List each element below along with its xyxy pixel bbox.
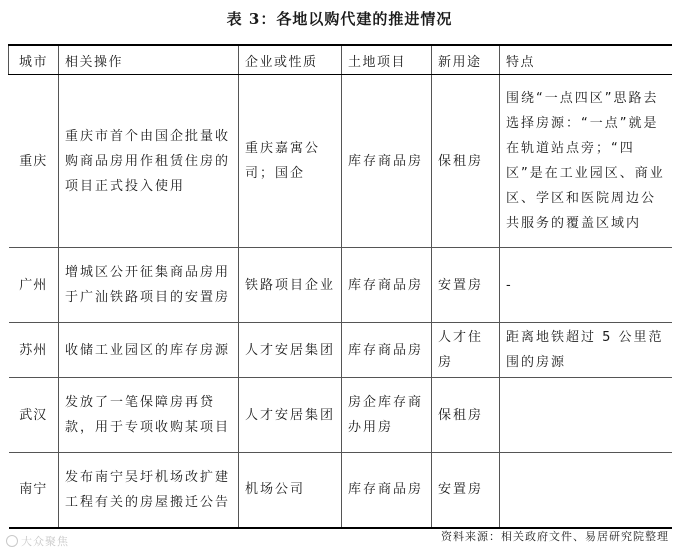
header-operation: 相关操作 xyxy=(59,45,239,75)
cell-new-use: 保租房 xyxy=(432,75,500,248)
header-enterprise: 企业或性质 xyxy=(239,45,342,75)
cell-new-use: 安置房 xyxy=(432,453,500,528)
table-row xyxy=(9,453,672,528)
header-new-use: 新用途 xyxy=(432,45,500,75)
header-land-project: 土地项目 xyxy=(342,45,432,75)
cell-enterprise: 铁路项目企业 xyxy=(239,248,342,323)
cell-features: 距离地铁超过 5 公里范围的房源 xyxy=(500,323,672,378)
cell-operation: 发布南宁吴圩机场改扩建工程有关的房屋搬迁公告 xyxy=(59,453,239,528)
cell-land-project: 库存商品房 xyxy=(342,453,432,528)
source-note: 资料来源：相关政府文件、易居研究院整理 xyxy=(441,530,669,543)
cell-enterprise: 机场公司 xyxy=(239,453,342,528)
cell-enterprise: 人才安居集团 xyxy=(239,378,342,453)
cell-new-use: 安置房 xyxy=(432,248,500,323)
cell-features xyxy=(500,453,672,528)
watermark-logo-icon xyxy=(6,535,18,547)
cell-land-project: 房企库存商办用房 xyxy=(342,378,432,453)
cell-city: 广州 xyxy=(9,248,59,323)
cell-city: 苏州 xyxy=(9,323,59,378)
cell-new-use: 保租房 xyxy=(432,378,500,453)
watermark xyxy=(6,533,69,549)
cell-city: 重庆 xyxy=(9,75,59,248)
cell-land-project: 库存商品房 xyxy=(342,323,432,378)
cell-land-project: 库存商品房 xyxy=(342,75,432,248)
header-features: 特点 xyxy=(500,45,672,75)
cell-operation: 重庆市首个由国企批量收购商品房用作租赁住房的项目正式投入使用 xyxy=(59,75,239,248)
cell-enterprise: 重庆嘉寓公司；国企 xyxy=(239,75,342,248)
cell-land-project: 库存商品房 xyxy=(342,248,432,323)
cell-enterprise: 人才安居集团 xyxy=(239,323,342,378)
table-row xyxy=(9,248,672,323)
cell-new-use: 人才住房 xyxy=(432,323,500,378)
watermark-text: 大众聚焦 xyxy=(21,535,69,548)
table-title: 表 3：各地以购代建的推进情况 xyxy=(226,10,453,28)
cell-features: 围绕“一点四区”思路去选择房源：“一点”就是在轨道站点旁；“四区”是在工业园区、商业区、学区和医院周边公共服务的覆盖区域内 xyxy=(500,75,672,248)
cell-features xyxy=(500,378,672,453)
cell-operation: 增城区公开征集商品房用于广汕铁路项目的安置房 xyxy=(59,248,239,323)
cell-features: - xyxy=(500,248,672,323)
policy-table xyxy=(8,44,672,529)
table-row xyxy=(9,323,672,378)
table-row xyxy=(9,75,672,248)
table-row xyxy=(9,378,672,453)
cell-city: 南宁 xyxy=(9,453,59,528)
cell-operation: 发放了一笔保障房再贷款，用于专项收购某项目 xyxy=(59,378,239,453)
header-city: 城市 xyxy=(9,45,59,75)
table-header-row xyxy=(9,45,672,75)
cell-operation: 收储工业园区的库存房源 xyxy=(59,323,239,378)
cell-city: 武汉 xyxy=(9,378,59,453)
